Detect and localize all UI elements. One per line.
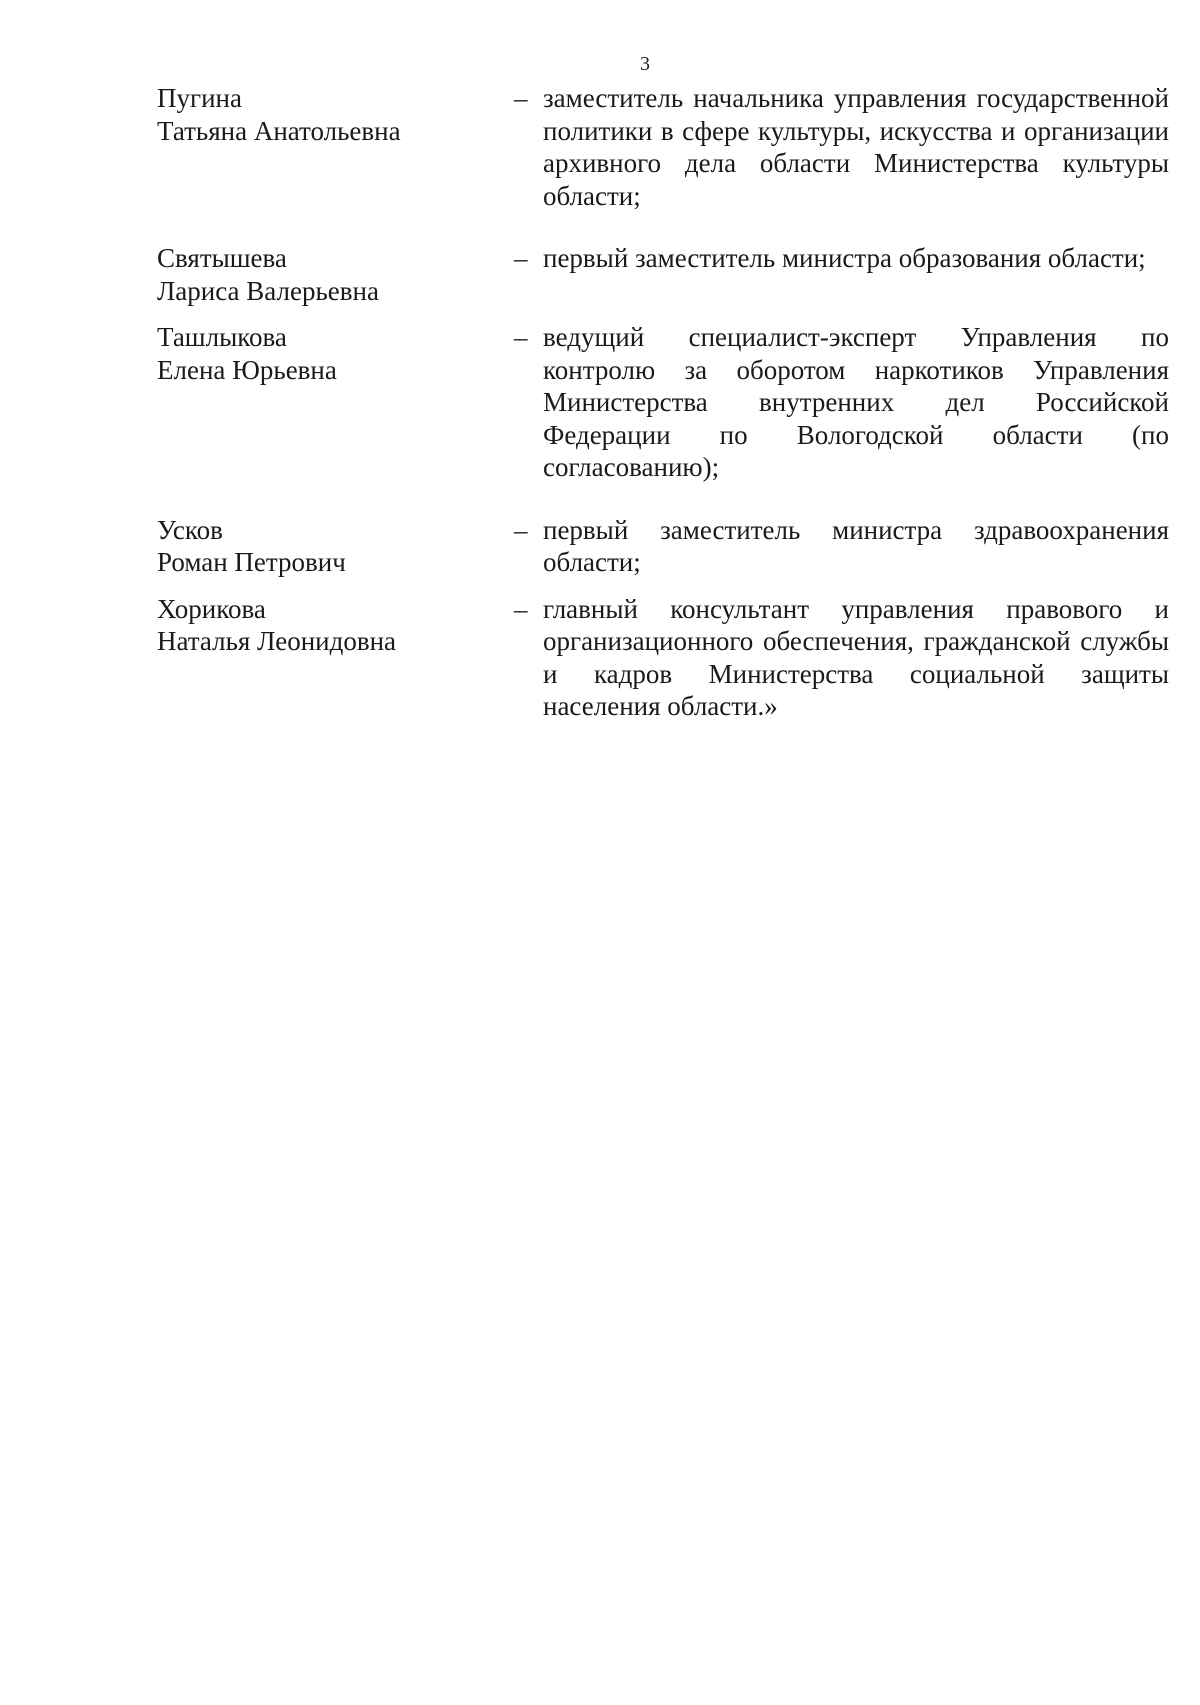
member-name xyxy=(157,82,507,212)
member-entry xyxy=(157,242,1169,307)
dash: – xyxy=(514,514,528,545)
member-position: заместитель начальника управления государственной политики в сфере культуры, искусства и организации архивного дела области Министерства культуры области; xyxy=(543,83,1169,211)
member-position: первый заместитель министра здравоохранения области; xyxy=(543,514,1169,577)
dash: – xyxy=(514,593,528,624)
page-number: 3 xyxy=(640,53,650,75)
member-name xyxy=(157,593,507,723)
member-given-names: Роман Петрович xyxy=(157,547,346,577)
dash: – xyxy=(514,243,528,273)
member-position: первый заместитель министра образования области; xyxy=(543,243,1146,273)
member-entry xyxy=(157,593,1169,723)
member-surname: Хорикова xyxy=(157,593,266,624)
member-entry xyxy=(157,321,1169,484)
member-entry xyxy=(157,82,1169,212)
member-entry xyxy=(157,514,1169,579)
member-name xyxy=(157,242,507,307)
member-position: ведущий специалист-эксперт Управления по контролю за оборотом наркотиков Управления Министерства внутренних дел Российской Федерации по Вологодской области (по согласованию); xyxy=(543,322,1169,482)
member-position: главный консультант управления правового и организационного обеспечения, гражданской службы и кадров Министерства социальной защиты населения области.» xyxy=(543,593,1169,721)
dash: – xyxy=(514,83,528,113)
member-given-names: Елена Юрьевна xyxy=(157,354,337,385)
member-given-names: Лариса Валерьевна xyxy=(157,275,379,306)
member-given-names: Наталья Леонидовна xyxy=(157,626,397,656)
member-surname: Святышева xyxy=(157,243,287,273)
member-surname: Ташлыкова xyxy=(157,322,287,352)
member-given-names: Татьяна Анатольевна xyxy=(157,115,401,146)
member-name xyxy=(157,321,507,484)
dash: – xyxy=(514,322,528,352)
member-surname: Пугина xyxy=(157,83,242,113)
member-name xyxy=(157,514,507,579)
member-surname: Усков xyxy=(157,514,223,545)
members-list xyxy=(157,82,1169,737)
